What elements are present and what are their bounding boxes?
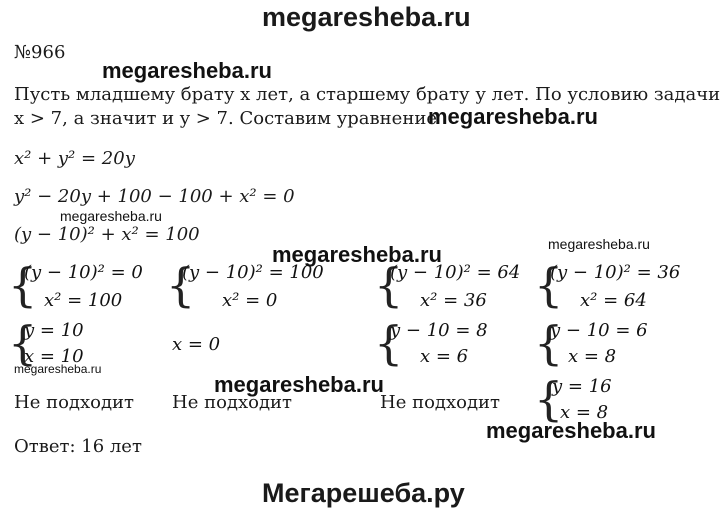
footer-title: Мегарешеба.ру — [262, 478, 465, 508]
watermark: megaresheba.ru — [14, 362, 102, 376]
answer: Ответ: 16 лет — [14, 436, 142, 457]
system-brace: { — [8, 258, 38, 312]
system-4-bottom: x² = 64 — [580, 290, 647, 311]
verdict-1: Не подходит — [14, 392, 135, 413]
problem-text-line2: x > 7, а значит и y > 7. Составим уравнение — [14, 108, 437, 129]
solution-brace: { — [534, 316, 564, 370]
solution-1-bottom: x = 10 — [24, 346, 84, 367]
equation-2: y² − 20y + 100 − 100 + x² = 0 — [14, 186, 295, 207]
watermark: megaresheba.ru — [102, 58, 272, 83]
watermark: megaresheba.ru — [486, 418, 656, 443]
system-2-top: (y − 10)² = 100 — [182, 262, 324, 283]
system-brace: { — [374, 258, 404, 312]
final-solution-bottom: x = 8 — [560, 402, 609, 423]
verdict-2: Не подходит — [172, 392, 293, 413]
solution-brace: { — [374, 316, 404, 370]
watermark: megaresheba.ru — [60, 208, 162, 224]
site-title: megaresheba.ru — [262, 2, 471, 32]
solution-3-bottom: x = 6 — [420, 346, 469, 367]
system-4-top: (y − 10)² = 36 — [550, 262, 681, 283]
watermark: megaresheba.ru — [548, 236, 650, 252]
system-2-bottom: x² = 0 — [222, 290, 278, 311]
watermark: megaresheba.ru — [214, 372, 384, 397]
system-1-top: (y − 10)² = 0 — [24, 262, 143, 283]
system-3-bottom: x² = 36 — [420, 290, 487, 311]
problem-text-line1: Пусть младшему брату х лет, а старшему брату у лет. По условию задачи — [14, 84, 720, 105]
solution-brace: { — [8, 316, 38, 370]
solution-3-top: y − 10 = 8 — [390, 320, 488, 341]
watermark: megaresheba.ru — [428, 104, 598, 129]
system-3-top: (y − 10)² = 64 — [390, 262, 521, 283]
system-1-bottom: x² = 100 — [44, 290, 123, 311]
solution-4-bottom: x = 8 — [568, 346, 617, 367]
solution-2: x = 0 — [172, 334, 221, 355]
system-brace: { — [534, 258, 564, 312]
equation-3: (y − 10)² + x² = 100 — [14, 224, 200, 245]
final-brace: { — [534, 372, 564, 426]
watermark: megaresheba.ru — [272, 242, 442, 267]
solution-4-top: y − 10 = 6 — [550, 320, 648, 341]
system-brace: { — [166, 258, 196, 312]
solution-1-top: y = 10 — [24, 320, 84, 341]
equation-1: x² + y² = 20y — [14, 148, 135, 169]
final-solution-top: y = 16 — [552, 376, 612, 397]
problem-number: №966 — [14, 42, 66, 63]
verdict-3: Не подходит — [380, 392, 501, 413]
